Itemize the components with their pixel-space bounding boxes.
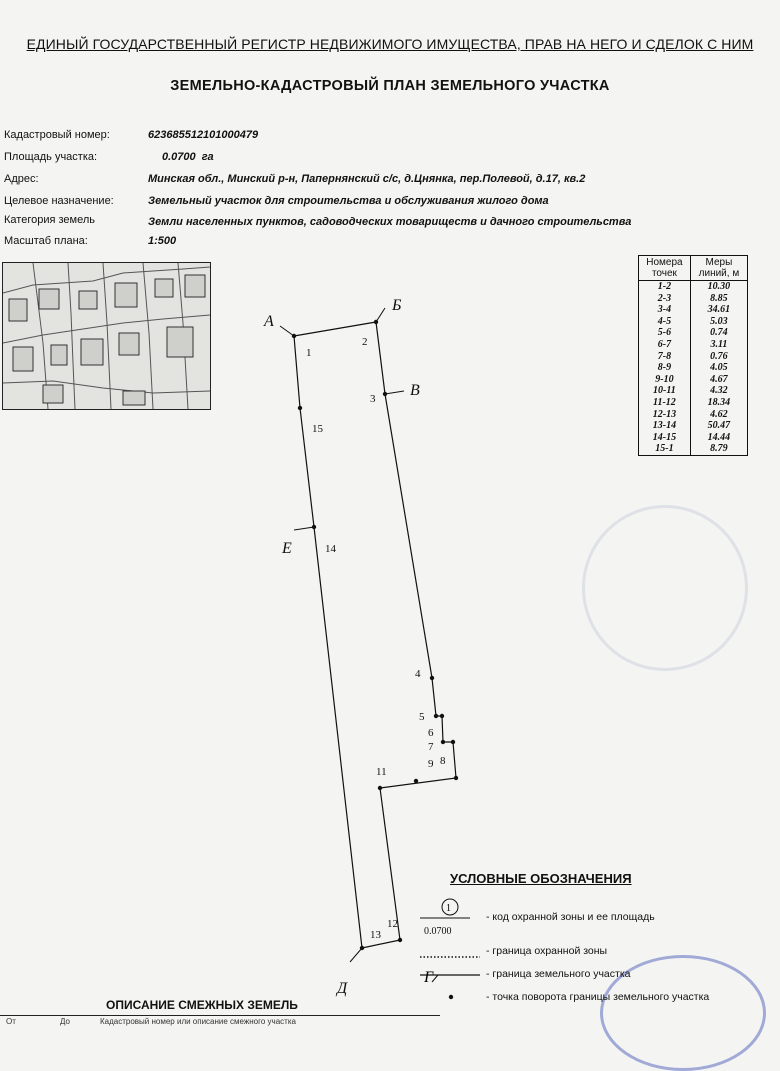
point-14-dot [312,525,316,529]
point-label-3: 3 [370,393,376,405]
point-6-dot [440,714,444,718]
point-4-dot [430,676,434,680]
tick-a [280,326,294,336]
points-cell: 5-6 [639,327,691,339]
length-cell: 4.67 [690,374,747,386]
legend-zone-area: 0.0700 [424,926,452,937]
area-value: 0.0700 га [162,151,214,163]
point-label-4: 4 [415,668,421,680]
point-label-13: 13 [370,929,381,941]
points-cell: 14-15 [639,432,691,444]
points-cell: 12-13 [639,409,691,421]
points-cell: 6-7 [639,339,691,351]
point-label-8: 8 [440,755,446,767]
land-category-value: Земли населенных пунктов, садоводческих товариществ и дачного строительства [148,216,632,228]
adjacent-letter-v: В [410,382,420,399]
length-cell: 50.47 [690,420,747,432]
point-label-5: 5 [419,711,425,723]
point-8-dot [451,740,455,744]
land-category-label: Категория земель [4,214,95,226]
tick-v [385,391,404,394]
points-cell: 13-14 [639,420,691,432]
adjacent-land-ticks [280,308,404,962]
legend-turning-point: - точка поворота границы земельного участка [486,991,710,1003]
length-cell: 18.34 [690,397,747,409]
length-cell: 0.76 [690,351,747,363]
points-cell: 7-8 [639,351,691,363]
adjacent-letter-a: А [264,313,274,330]
point-label-15: 15 [312,423,323,435]
point-label-14: 14 [325,543,336,555]
address-label: Адрес: [4,173,39,185]
point-label-12: 12 [387,918,398,930]
point-9-dot [454,776,458,780]
point-label-7: 7 [428,741,434,753]
length-cell: 10.30 [690,281,747,293]
length-cell: 0.74 [690,327,747,339]
tick-e [294,527,314,530]
point-label-1: 1 [306,347,312,359]
turning-points [292,320,458,950]
point-12-dot [398,938,402,942]
point-label-11: 11 [376,766,387,778]
length-cell: 4.32 [690,385,747,397]
point-1-dot [292,334,296,338]
length-cell: 8.79 [690,443,747,455]
adjacent-letter-e: Е [282,540,292,557]
point-label-9: 9 [428,758,434,770]
plot-boundary [294,322,456,948]
points-cell: 2-3 [639,293,691,305]
point-label-2: 2 [362,336,368,348]
points-column-header: Номера точек [639,256,691,281]
scale-label: Масштаб плана: [4,235,88,247]
point-10-dot [414,779,418,783]
length-column-header: Меры линий, м [690,256,747,281]
adjacent-letter-d: Д [337,980,348,997]
zone-code-number: 1 [446,903,451,914]
point-11-dot [378,786,382,790]
point-label-6: 6 [428,727,434,739]
registry-header: ЕДИНЫЙ ГОСУДАРСТВЕННЫЙ РЕГИСТР НЕДВИЖИМОГО ИМУЩЕСТВА, ПРАВ НА НЕГО И СДЕЛОК С НИМ [26,36,754,52]
points-cell: 9-10 [639,374,691,386]
purpose-label: Целевое назначение: [4,195,114,207]
point-3-dot [383,392,387,396]
adjacent-col-to: До [60,1017,70,1026]
points-cell: 4-5 [639,316,691,328]
point-2-dot [374,320,378,324]
length-cell: 8.85 [690,293,747,305]
tick-b [376,308,385,322]
area-label: Площадь участка: [4,151,98,163]
points-cell: 8-9 [639,362,691,374]
legend-symbols [420,899,480,999]
legend-title: УСЛОВНЫЕ ОБОЗНАЧЕНИЯ [450,871,632,886]
adjacent-lands-title: ОПИСАНИЕ СМЕЖНЫХ ЗЕМЕЛЬ [106,998,298,1012]
legend-guard-zone: - граница охранной зоны [486,945,608,957]
legend-letter-g: Г [424,969,434,986]
point-13-dot [360,946,364,950]
tick-d [350,948,362,962]
document-title: ЗЕМЕЛЬНО-КАДАСТРОВЫЙ ПЛАН ЗЕМЕЛЬНОГО УЧАСТКА [170,78,610,94]
legend-zone-code: - код охранной зоны и ее площадь [486,911,655,923]
point-15-dot [298,406,302,410]
length-cell: 3.11 [690,339,747,351]
adjacent-col-description: Кадастровый номер или описание смежного участка [100,1017,296,1026]
length-cell: 4.05 [690,362,747,374]
point-7-dot [441,740,445,744]
cadastral-number-label: Кадастровый номер: [4,129,110,141]
length-cell: 4.62 [690,409,747,421]
points-cell: 11-12 [639,397,691,409]
length-cell: 5.03 [690,316,747,328]
adjacent-letter-b: Б [392,297,402,314]
length-cell: 34.61 [690,304,747,316]
points-cell: 1-2 [639,281,691,293]
cadastral-number-value: 623685512101000479 [148,129,259,141]
address-value: Минская обл., Минский р-н, Папернянский с/с, д.Цнянка, пер.Полевой, д.17, кв.2 [148,173,586,185]
scale-value: 1:500 [148,235,177,247]
purpose-value: Земельный участок для строительства и обслуживания жилого дома [148,195,549,207]
point-5-dot [434,714,438,718]
points-cell: 3-4 [639,304,691,316]
legend-plot-boundary: - граница земельного участка [486,968,631,980]
turning-point-sample [449,995,453,999]
points-cell: 15-1 [639,443,691,455]
length-cell: 14.44 [690,432,747,444]
points-cell: 10-11 [639,385,691,397]
adjacent-col-from: От [6,1017,16,1026]
